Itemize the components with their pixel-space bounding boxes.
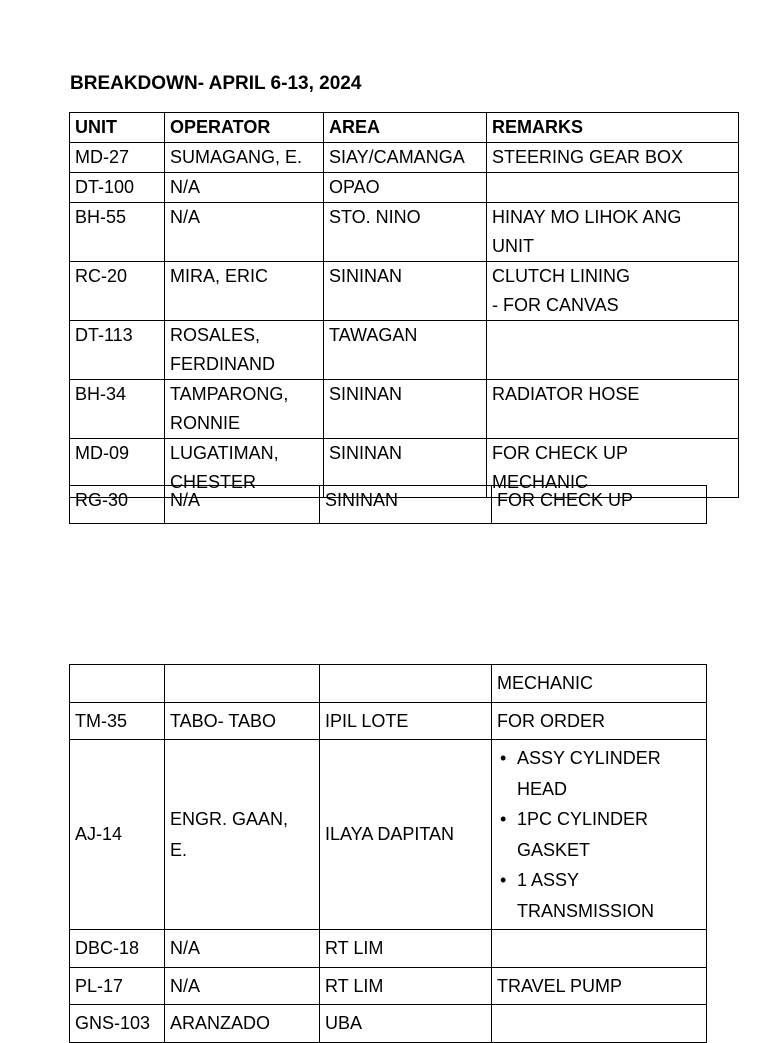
remarks-line: RADIATOR HOSE: [492, 384, 640, 404]
area-cell: [320, 665, 492, 703]
operator-cell: TABO- TABO: [165, 702, 320, 740]
operator-cell: [165, 173, 324, 203]
list-item-line: TRANSMISSION: [517, 900, 655, 921]
table-row: [70, 173, 739, 203]
operator-line: FERDINAND: [170, 354, 276, 374]
remarks-cell: [487, 203, 739, 262]
list-item-line: HEAD: [517, 778, 568, 799]
operator-line: ROSALES,: [170, 325, 261, 345]
operator-cell: N/A: [165, 967, 320, 1005]
table-row: [70, 486, 707, 524]
header-remarks: REMARKS: [487, 113, 739, 143]
table-row: [70, 740, 707, 930]
unit-cell: RG-30: [70, 486, 165, 524]
remarks-cell: FOR CHECK UP: [492, 486, 707, 524]
area-cell: SININAN: [324, 262, 487, 321]
operator-cell: [165, 665, 320, 703]
operator-line: RONNIE: [170, 413, 241, 433]
table-row: [70, 1005, 707, 1043]
list-item: [497, 743, 701, 804]
table-row: [70, 967, 707, 1005]
unit-cell: DBC-18: [70, 930, 165, 968]
operator-cell: N/A: [165, 930, 320, 968]
remarks-cell: [487, 143, 739, 173]
area-cell: ILAYA DAPITAN: [320, 740, 492, 930]
remarks-line: - FOR CANVAS: [492, 295, 619, 315]
remarks-cell: FOR ORDER: [492, 702, 707, 740]
operator-line: ENGR. GAAN,: [170, 809, 289, 829]
header-unit: UNIT: [70, 113, 165, 143]
remarks-line: CLUTCH LINING: [492, 266, 631, 286]
unit-cell: BH-55: [70, 203, 165, 262]
unit-cell: PL-17: [70, 967, 165, 1005]
remarks-cell: [487, 173, 739, 203]
breakdown-table-page-2: [69, 664, 707, 1043]
breakdown-table-continued: [69, 485, 707, 524]
area-cell: RT LIM: [320, 930, 492, 968]
remarks-cell: [487, 321, 739, 380]
area-cell: TAWAGAN: [324, 321, 487, 380]
document-title: BREAKDOWN- APRIL 6-13, 2024: [70, 73, 362, 94]
table-row: [70, 203, 739, 262]
header-area: AREA: [324, 113, 487, 143]
list-item-line: GASKET: [517, 839, 591, 860]
remarks-line: FOR CHECK UP: [492, 443, 629, 463]
operator-line: MIRA, ERIC: [170, 266, 269, 286]
area-cell: RT LIM: [320, 967, 492, 1005]
list-item-line: • 1 ASSY: [517, 870, 580, 890]
remarks-line: UNIT: [492, 236, 534, 256]
remarks-cell: MECHANIC: [492, 665, 707, 703]
area-cell: SIAY/CAMANGA: [324, 143, 487, 173]
operator-line: N/A: [170, 207, 201, 227]
area-cell: OPAO: [324, 173, 487, 203]
remarks-line: HINAY MO LIHOK ANG: [492, 207, 682, 227]
operator-cell: [165, 321, 324, 380]
remarks-line: MECHANIC: [492, 472, 589, 492]
unit-cell: AJ-14: [70, 740, 165, 930]
area-cell: SININAN: [320, 486, 492, 524]
operator-line: CHESTER: [170, 472, 257, 492]
operator-cell: ARANZADO: [165, 1005, 320, 1043]
parts-list: [497, 743, 701, 926]
area-cell: IPIL LOTE: [320, 702, 492, 740]
remarks-cell: [492, 930, 707, 968]
unit-cell: RC-20: [70, 262, 165, 321]
remarks-cell: [487, 262, 739, 321]
area-cell: SININAN: [324, 380, 487, 439]
list-item-line: • 1PC CYLINDER: [517, 809, 649, 829]
area-cell: SININAN: [324, 439, 487, 498]
list-item: [497, 804, 701, 865]
operator-cell: [165, 380, 324, 439]
remarks-cell: [492, 1005, 707, 1043]
operator-line: N/A: [170, 177, 201, 197]
table-row: [70, 702, 707, 740]
unit-cell: MD-09: [70, 439, 165, 498]
table-header-row: [70, 113, 739, 143]
remarks-line: STEERING GEAR BOX: [492, 147, 684, 167]
unit-cell: DT-100: [70, 173, 165, 203]
table-row: [70, 665, 707, 703]
operator-line: E.: [170, 839, 188, 860]
unit-cell: TM-35: [70, 702, 165, 740]
unit-cell: GNS-103: [70, 1005, 165, 1043]
list-item-line: • ASSY CYLINDER: [517, 748, 661, 768]
header-operator: OPERATOR: [165, 113, 324, 143]
operator-cell: [165, 740, 320, 930]
operator-cell: [165, 143, 324, 173]
operator-cell: [165, 203, 324, 262]
operator-cell: N/A: [165, 486, 320, 524]
table-row: [70, 143, 739, 173]
remarks-cell: [492, 740, 707, 930]
list-item: [497, 865, 701, 926]
unit-cell: MD-27: [70, 143, 165, 173]
operator-cell: [165, 262, 324, 321]
remarks-cell: TRAVEL PUMP: [492, 967, 707, 1005]
area-cell: STO. NINO: [324, 203, 487, 262]
table-row: [70, 380, 739, 439]
operator-line: LUGATIMAN,: [170, 443, 279, 463]
table-row: [70, 930, 707, 968]
unit-cell: DT-113: [70, 321, 165, 380]
area-cell: UBA: [320, 1005, 492, 1043]
unit-cell: BH-34: [70, 380, 165, 439]
remarks-cell: [487, 380, 739, 439]
operator-line: SUMAGANG, E.: [170, 147, 303, 167]
breakdown-table: [69, 112, 739, 498]
unit-cell: [70, 665, 165, 703]
table-row: [70, 321, 739, 380]
table-row: [70, 262, 739, 321]
operator-line: TAMPARONG,: [170, 384, 289, 404]
